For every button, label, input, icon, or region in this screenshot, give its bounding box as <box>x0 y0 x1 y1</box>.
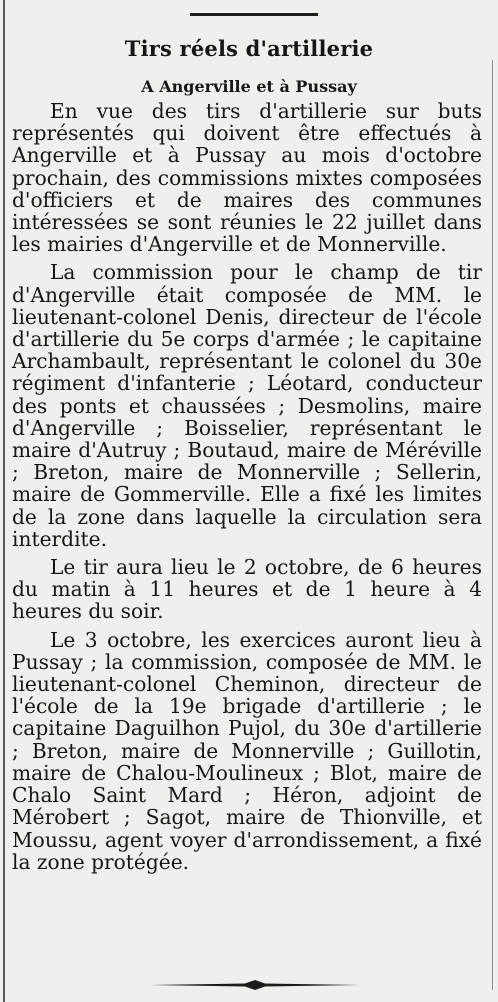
article-subtitle: A Angerville et à Pussay <box>141 77 357 96</box>
bottom-ornament-rule <box>150 980 360 990</box>
bleed-through-text <box>40 0 490 7</box>
article-paragraph: Le tir aura lieu le 2 octobre, de 6 heures du matin à 11 heures et de 1 heure à 4 heures du soir. <box>12 555 482 624</box>
column-left-border <box>3 0 5 1002</box>
article-title: Tirs réels d'artillerie <box>124 36 374 61</box>
column-right-border <box>492 60 493 990</box>
article-body <box>12 100 482 879</box>
top-separator-rule <box>190 13 318 16</box>
article-paragraph: Le 3 octobre, les exercices auront lieu à Pussay ; la commission, composée de MM. le lieutenant-colonel Cheminon, directeur de l'école de la 19e brigade d'artillerie ; le capitaine Daguilhon Pujol, du 30e d'artillerie ; Breton, maire de Monnerville ; Guillotin, maire de Chalou-Moulineux ; Blot, maire de Chalo Saint Mard ; Héron, adjoint de Mérobert ; Sagot, maire de Thionville, et Moussu, agent voyer d'arrondissement, a fixé la zone protégée. <box>12 627 482 874</box>
article-paragraph: La commission pour le champ de tir d'Angerville était composée de MM. le lieutenant-colonel Denis, directeur de l'école d'artillerie du 5e corps d'armée ; le capitaine Archambault, représentant le colonel du 30e régiment d'infanterie ; Léotard, conducteur des ponts et chaussées ; Desmolins, maire d'Angerville ; Boisselier, représentant le maire d'Autruy ; Boutaud, maire de Méréville ; Breton, maire de Monnerville ; Sellerin, maire de Gommerville. Elle a fixé les limites de la zone dans laquelle la circulation sera interdite. <box>12 260 482 551</box>
article-paragraph: En vue des tirs d'artillerie sur buts représentés qui doivent être effectués à Angerville et à Pussay au mois d'octobre prochain, des commissions mixtes composées d'officiers et de maires des communes intéressées se sont réunies le 22 juillet dans les mairies d'Angerville et de Monnerville. <box>12 99 482 257</box>
